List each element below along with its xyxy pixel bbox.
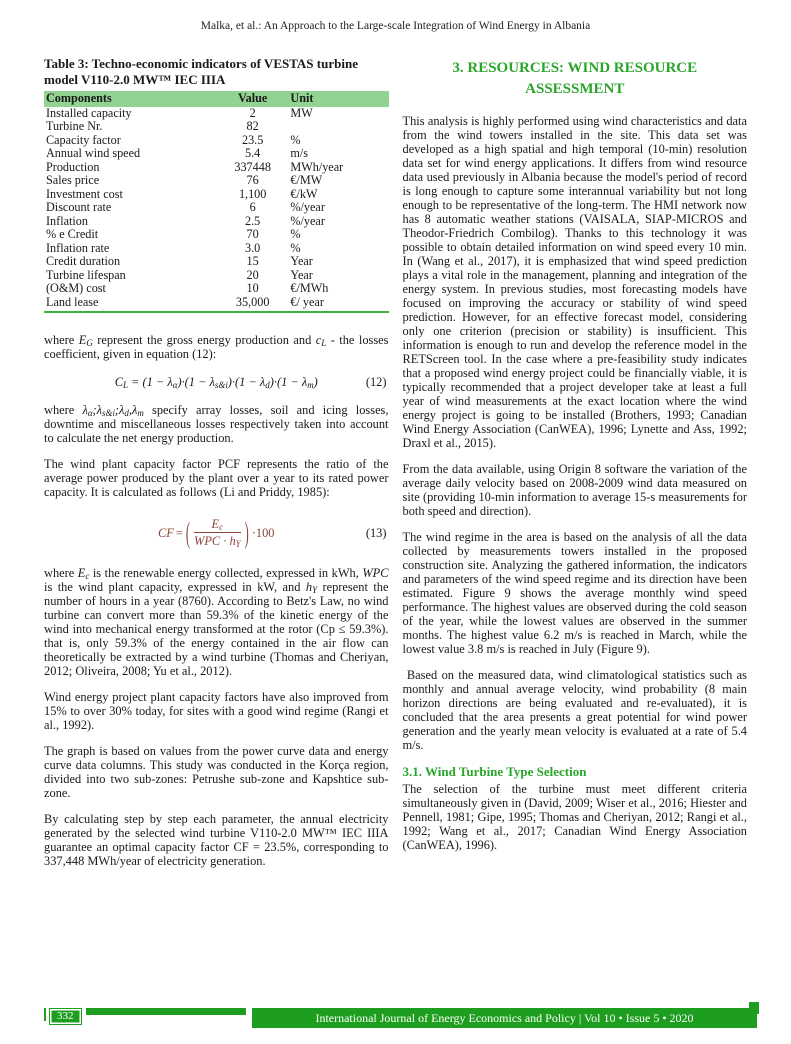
table-cell: 2 [249,105,256,120]
math-sub: m [137,408,144,418]
table-cell: 2.5 [245,213,261,228]
equation-12-number: (12) [365,375,387,389]
table-cell: 3.0 [245,240,261,255]
journal-line: International Journal of Energy Economics and Policy | Vol 10 • Issue 5 • 2020 [315,1011,694,1025]
math-var: h [305,580,313,594]
math-var: λ [82,403,88,417]
paragraph-origin-software: From the data available, using Origin 8 software the variation of the average daily velocity based on 2008-2009 wind data measured on site (providing 10-min information to average 15-s measurements for both speed and direction). [402,462,747,518]
table-cell: €/MW [290,173,323,187]
table-row [44,201,389,215]
math-sub: G [86,338,93,348]
text-segment: where [44,566,78,580]
math-sub: Y [312,585,318,595]
table-header-row [44,91,389,107]
table-row [44,269,389,283]
footer-left-group [44,1008,246,1025]
footer-tick-mark [44,1008,46,1021]
text-segment: where [44,333,79,347]
table-cell: Inflation rate [46,240,110,255]
running-head: Malka, et al.: An Approach to the Large-scale Integration of Wind Energy in Albania [200,20,591,32]
math-text: = (1 − λ [127,375,173,389]
paragraph-lambda-losses [44,403,389,445]
table-cell: %/year [290,200,325,214]
table-row [44,228,389,242]
table-cell [288,120,388,134]
paragraph-turbine-criteria: The selection of the turbine must meet different criteria simultaneously given in (David, 2009; Wiser et al., 2016; Hiester and Pennell, 1981; Gipe, 1995; Thomas and Cheriyan, 2012; Rangi et al., 1992; Wang et al., 2017; Canadian Wind Energy Association (CanWEA), 1996). [402,782,747,852]
column-header-value: Value [217,91,288,107]
table-cell: % [290,240,301,255]
journal-bar-end-cap [749,1002,759,1014]
paragraph-renewable-energy [44,566,389,678]
table-cell: Credit duration [46,254,121,268]
footer-rule-strip [86,1008,247,1015]
paragraph-graph-basis: The graph is based on values from the power curve data and energy curve data columns. This study was conducted in the Korça region, divided into two sub-zones: Petrushe sub-zone and Kapshtice sub-zone. [44,744,389,800]
table-cell: 70 [246,227,259,241]
table-row [44,161,389,175]
math-var: CF [158,525,174,540]
text-segment: - the losses coefficient, given in equation (12): [44,333,389,361]
math-var: E [78,333,87,347]
column-header-unit: Unit [288,91,388,107]
math-sub: c [85,571,90,581]
table-cell: Turbine Nr. [46,119,103,133]
table-cell: 23.5 [241,132,264,147]
table-caption: Table 3: Techno-economic indicators of VESTAS turbine model V110-2.0 MW™ IEC IIIA [44,56,358,87]
table-row [44,242,389,256]
math-var: E [77,566,86,580]
table-cell: 6 [249,200,256,214]
equation-13 [44,517,389,548]
table-cell: €/ year [288,296,388,313]
math-var: c [315,333,322,347]
math-var: ;λ [92,403,103,417]
paren-close: ) [244,515,249,550]
table-cell: 5.4 [245,146,261,160]
math-sub: Y [235,539,241,549]
table-cell: €/kW [290,186,318,201]
paragraph-pcf: The wind plant capacity factor PCF represents the ratio of the average power produced by the plant over a year to its rated power capacity. It is calculated as follows (Li and Priddy, 1985): [44,457,389,499]
math-sub: d [265,380,270,390]
table-cell: Capacity factor [46,132,121,147]
math-var: ,λ [128,403,138,417]
paragraph-capacity-improved: Wind energy project plant capacity factors have also improved from 15% to over 30% today, for sites with a good wind regime (Rangi et al., 1992). [44,690,389,732]
right-column [403,56,748,880]
math-text: )·(1 − λ [269,375,308,389]
page-number-badge: 332 [49,1008,82,1025]
equation-13-number: (13) [365,525,387,540]
subsection-heading-turbine-selection: 3.1. Wind Turbine Type Selection [402,764,587,779]
math-sub: L [122,380,128,390]
paragraph-wind-analysis: This analysis is highly performed using wind characteristics and data from the wind towers installed in the site. This data set was developed as a high spatial and high temporal (10-min) resolution data set for wind energy applications. It differs from wind resource data used previously in Albania because the model's period of record is long enough to capture some interannual variability but not long enough to be representative of the long-term. The HMI network now has 8 automatic weather stations (VAISALA, SIAP-MICROS and Theodor-Friedrich Combilog). Thanks to this technology it was possible to obtain detailed information on wind speed every 10 min. In (Wang et al., 2017), it is emphasized that wind speed prediction plays a vital role in the management, planning and integration of the energy system. In previous studies, most forecasting models have focused on improving the accuracy or stability of wind speed prediction. However, for an effective forecast model, considering only one criterion (precision or stability) is insufficient. This information is enough to run and develop the reference model in the RETScreen tool. In the case where a pre-feasibility study indicates that a proposed wind energy project could be financially viable, it is typically recommended that a project developer take at least a full year of wind measurements at the exact location where the wind energy project is going to be installed (Brothers, 1993; Canadian Wind Energy Association (CanWEA), 1996; Lynette and Ass, 1992; Draxl et al., 2015). [402,114,747,450]
table-cell: 82 [246,119,259,133]
table-row [44,174,389,188]
table-cell: m/s [290,146,308,160]
math-sub: L [321,338,327,348]
table-cell: Annual wind speed [46,146,141,160]
table-cell: Year [290,254,313,268]
equation-13-body [158,517,274,548]
fraction-denominator [194,533,241,548]
table-cell: 1,100 [238,186,267,201]
math-sub: c [219,522,224,532]
table-cell: Turbine lifespan [46,267,126,282]
table-cell: MWh/year [290,159,344,174]
paragraph-climatological-stats: Based on the measured data, wind climatological statistics such as monthly and annual average velocity, wind probability (8 main horizon directions are being evaluated and re-evaluated), it is concluded that the area presents a great potential for wind power generation and the yearly mean velocity is evaluated at a rate of 5.4 m/s. [402,668,747,752]
text-segment: represent the gross energy production and [92,333,316,347]
table-row [44,215,389,229]
table-row [44,107,389,121]
text-segment: specify array losses, soil and icing losses, downtime and miscellaneous losses respectively taken into account to calculate the net energy production. [44,403,389,445]
math-var: WPC · h [194,534,236,548]
math-sub: α [172,380,178,390]
table-cell: MW [290,105,313,120]
equation-12-body [115,375,318,389]
paren-open: ( [185,515,190,550]
table-cell: 15 [246,254,259,268]
table-cell: €/MWh [290,281,329,295]
table-cell: Year [290,267,313,282]
paragraph-gross-energy [44,333,389,361]
table-cell: Land lease [44,296,217,313]
column-header-components: Components [44,91,217,107]
table-row [44,120,389,134]
math-sub: s&i [102,408,115,418]
math-var: ;λ [114,403,125,417]
math-sub: d [124,408,129,418]
math-sub: s&i [214,380,228,390]
table-cell: % e Credit [46,227,99,241]
table-row [44,255,389,269]
table-row [44,134,389,148]
table-row [44,188,389,202]
table-cell: Discount rate [46,200,112,214]
journal-bar [252,1008,757,1028]
table-cell: Production [46,159,100,174]
text-segment: is the renewable energy collected, expressed in kWh, [89,566,363,580]
table-cell: 35,000 [217,296,288,313]
math-text: ·100 [251,525,275,540]
math-sub: m [307,380,314,390]
table-cell: Installed capacity [46,105,132,120]
math-var: E [211,517,220,531]
table-3-techno-economic [44,91,389,313]
page-footer [44,1008,757,1028]
math-text: ) [313,375,318,389]
table-cell: Sales price [46,173,100,187]
table-row [44,147,389,161]
equation-12 [44,375,389,389]
table-cell: 76 [246,173,259,187]
text-segment: represent the number of hours in a year (8760). According to Betz's Law, no wind turbine can convert more than 59.3% of the kinetic energy of the wind into mechanical energy transformed at the rotor (Cp ≤ 59.3%). that is, only 59.3% of the energy contained in the air flow can theoretically be extracted by a wind turbine (Thomas and Cheriyan, 2012; Oliveira, 2008; Yu et al., 2012). [44,580,389,678]
text-segment: where [44,403,83,417]
text-segment: is the wind plant capacity, expressed in kW, and [44,580,306,594]
math-text: )·(1 − λ [227,375,266,389]
table-cell: 337448 [234,159,271,174]
paragraph-wind-regime: The wind regime in the area is based on the analysis of all the data collected by measurements towers installed in the proposed construction site. Analyzing the gathered information, the indicators and parameters of the wind speed regime and its direction have been estimated. Figure 9 shows the average monthly wind speed performance. The highest values are observed during the cold season of the year, while the lowest values are observed in the summer months. The highest value 6.2 m/s is reached in March, while the lowest value 3.8 m/s is reached in July (Figure 9). [402,530,747,656]
table-cell: Inflation [46,213,88,228]
table-cell: 10 [246,281,259,295]
table-cell: (O&M) cost [46,281,106,295]
table-cell: 20 [246,267,259,282]
fraction-numerator [194,517,241,533]
math-sub: α [87,408,93,418]
section-heading-resources: 3. RESOURCES: WIND RESOURCE ASSESSMENT [452,60,698,97]
paragraph-annual-electricity: By calculating step by step each parameter, the annual electricity generated by the selected wind turbine V110-2.0 MW™ IEC IIIA guarantee an optimal capacity factor CF = 23.5%, corresponding to 337,448 MWh/year of electricity generation. [44,812,389,868]
table-row [44,296,389,313]
table-cell: Investment cost [46,186,123,201]
math-text: )·(1 − λ [177,375,215,389]
table-row [44,282,389,296]
math-var: WPC [362,566,389,580]
table-cell: % [290,132,301,147]
math-text: = [175,525,183,540]
left-column [44,56,389,880]
math-var: C [114,375,123,389]
table-cell: % [290,227,301,241]
page-columns [0,56,791,880]
table-cell: %/year [290,213,325,228]
fraction [194,517,241,548]
